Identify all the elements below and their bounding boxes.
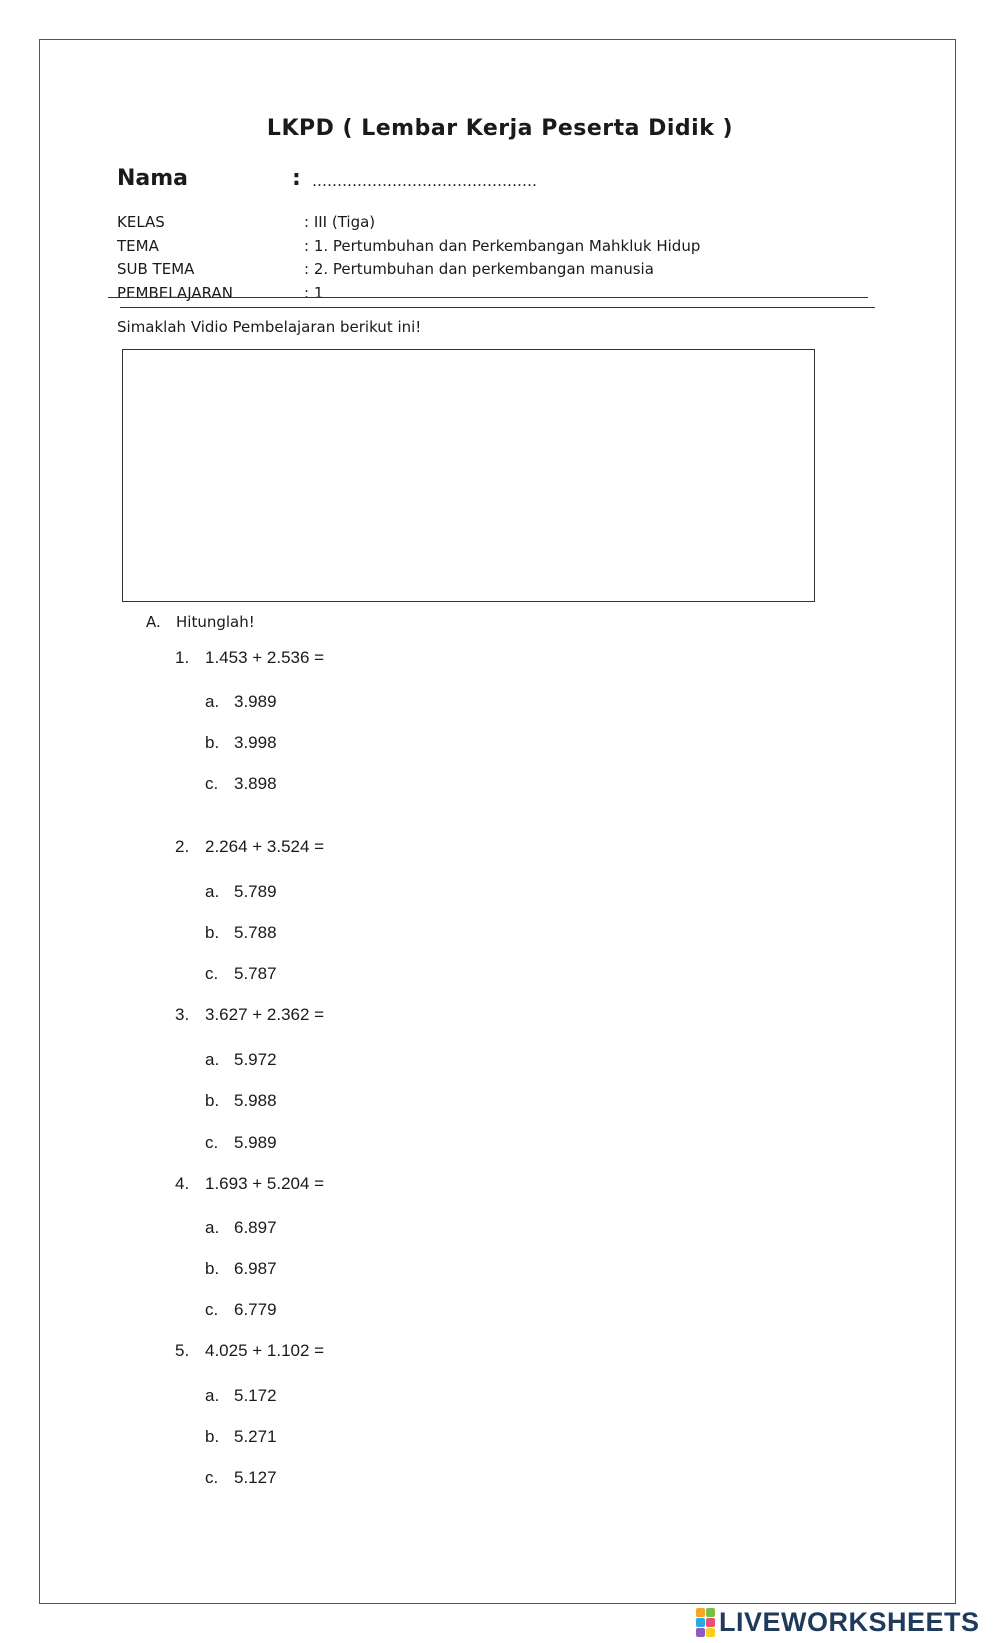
option-value[interactable]: 5.989 <box>234 1133 277 1152</box>
option-value[interactable]: 5.972 <box>234 1050 277 1069</box>
option-letter: b. <box>205 1259 220 1278</box>
question-text: 4.025 + 1.102 = <box>205 1341 325 1360</box>
option-value[interactable]: 5.127 <box>234 1468 277 1487</box>
question-number: 5. <box>175 1341 190 1360</box>
option-value[interactable]: 5.271 <box>234 1427 277 1446</box>
section-marker: A. <box>146 613 161 631</box>
kelas-label: KELAS <box>117 213 165 231</box>
question-number: 3. <box>175 1005 190 1024</box>
video-placeholder[interactable] <box>122 349 815 602</box>
option-value[interactable]: 6.779 <box>234 1300 277 1319</box>
liveworksheets-logo[interactable] <box>696 1607 980 1637</box>
header-divider-bottom <box>120 307 875 308</box>
nama-label: Nama <box>117 166 189 191</box>
option-value[interactable]: 3.989 <box>234 692 277 711</box>
nama-colon: : <box>292 166 301 191</box>
section-heading: Hitunglah! <box>176 613 255 631</box>
option-value[interactable]: 3.898 <box>234 774 277 793</box>
question-text: 3.627 + 2.362 = <box>205 1005 325 1024</box>
tema-label: TEMA <box>117 237 159 255</box>
option-value[interactable]: 5.789 <box>234 882 277 901</box>
option-value[interactable]: 5.787 <box>234 964 277 983</box>
kelas-value: : III (Tiga) <box>304 213 376 231</box>
option-value[interactable]: 3.998 <box>234 733 277 752</box>
page-title: LKPD ( Lembar Kerja Peserta Didik ) <box>266 116 734 141</box>
liveworksheets-logo-text: LIVEWORKSHEETS <box>719 1606 980 1637</box>
question-text: 1.453 + 2.536 = <box>205 648 325 667</box>
option-letter: a. <box>205 692 220 711</box>
question-number: 1. <box>175 648 190 667</box>
question-text: 2.264 + 3.524 = <box>205 837 325 856</box>
option-letter: c. <box>205 774 219 793</box>
option-letter: c. <box>205 964 219 983</box>
option-value[interactable]: 6.987 <box>234 1259 277 1278</box>
nama-input-line[interactable]: ……………………………………… <box>312 172 537 190</box>
option-value[interactable]: 5.172 <box>234 1386 277 1405</box>
question-number: 2. <box>175 837 190 856</box>
option-letter: c. <box>205 1133 219 1152</box>
option-letter: a. <box>205 1050 220 1069</box>
option-letter: b. <box>205 1091 220 1110</box>
subtema-value: : 2. Pertumbuhan dan perkembangan manusia <box>304 260 654 278</box>
option-letter: b. <box>205 923 220 942</box>
option-letter: b. <box>205 1427 220 1446</box>
pembelajaran-value: : 1 <box>304 284 324 302</box>
option-value[interactable]: 6.897 <box>234 1218 277 1237</box>
instruction-text: Simaklah Vidio Pembelajaran berikut ini! <box>117 318 422 336</box>
pembelajaran-label: PEMBELAJARAN <box>117 284 233 302</box>
option-letter: c. <box>205 1300 219 1319</box>
liveworksheets-logo-icon <box>696 1608 715 1637</box>
header-divider-top <box>108 297 868 298</box>
option-value[interactable]: 5.988 <box>234 1091 277 1110</box>
option-letter: c. <box>205 1468 219 1487</box>
option-letter: a. <box>205 1218 220 1237</box>
tema-value: : 1. Pertumbuhan dan Perkembangan Mahkluk Hidup <box>304 237 701 255</box>
subtema-label: SUB TEMA <box>117 260 195 278</box>
option-value[interactable]: 5.788 <box>234 923 277 942</box>
option-letter: b. <box>205 733 220 752</box>
question-number: 4. <box>175 1174 190 1193</box>
option-letter: a. <box>205 882 220 901</box>
question-text: 1.693 + 5.204 = <box>205 1174 325 1193</box>
option-letter: a. <box>205 1386 220 1405</box>
